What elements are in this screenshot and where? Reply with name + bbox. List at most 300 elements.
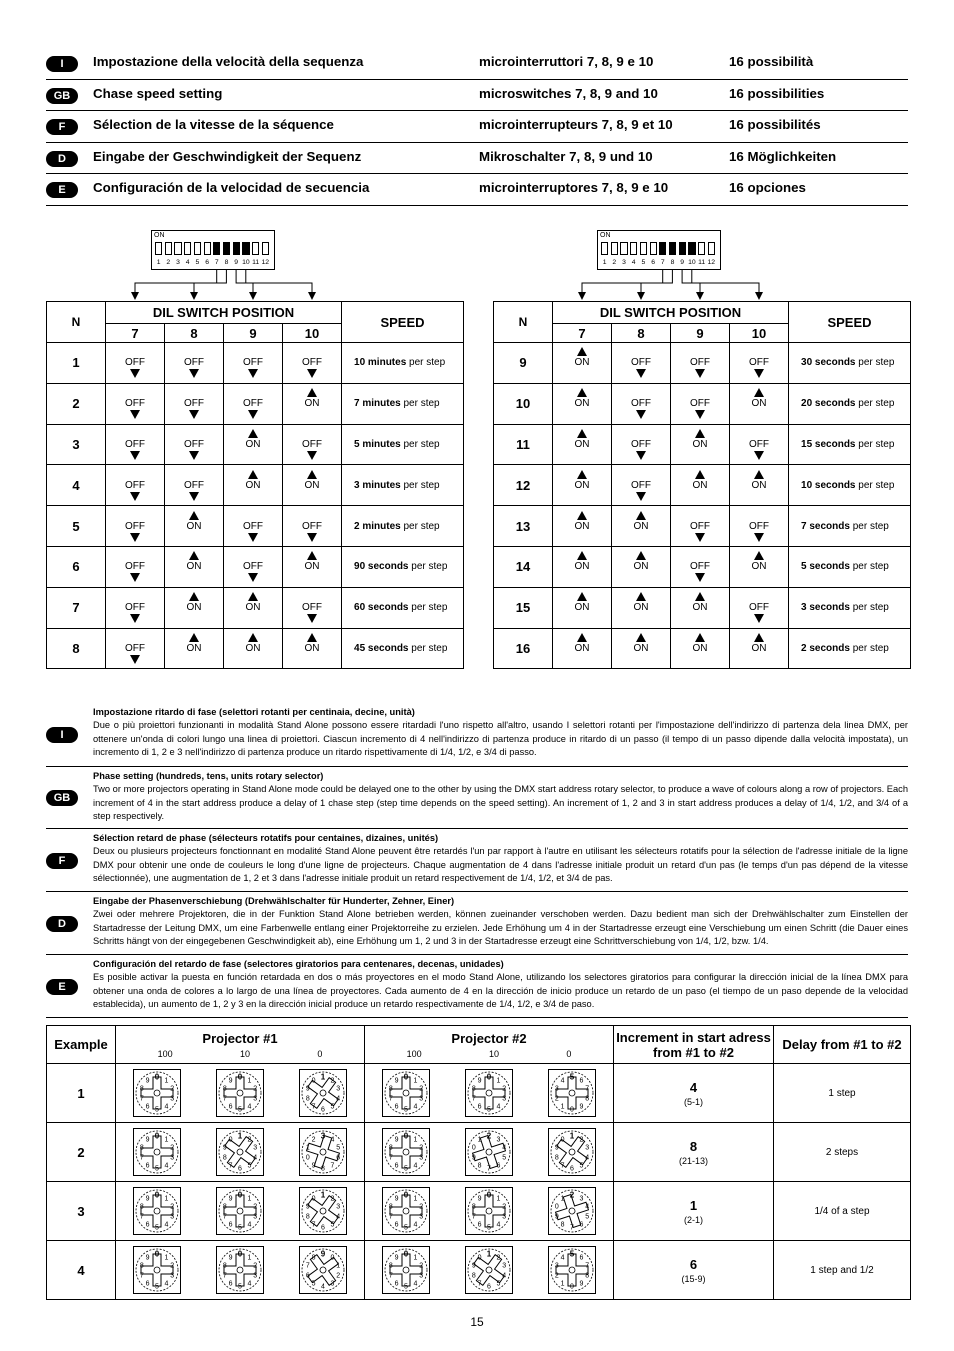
switch-state-cell (283, 628, 342, 669)
svg-text:1: 1 (305, 1144, 310, 1152)
switch-state-label: ON (751, 398, 767, 410)
svg-text:6: 6 (569, 1165, 574, 1173)
svg-text:5: 5 (247, 1162, 252, 1170)
increment-cell (614, 1241, 774, 1300)
speed-row-number: 12 (494, 465, 553, 506)
svg-text:1: 1 (413, 1254, 418, 1262)
speed-row (47, 424, 464, 465)
svg-text:6: 6 (305, 1272, 310, 1280)
switch-state-cell (283, 465, 342, 506)
svg-text:1: 1 (247, 1195, 252, 1203)
svg-text:5: 5 (404, 1224, 409, 1232)
svg-text:7: 7 (471, 1213, 476, 1221)
svg-text:6: 6 (394, 1221, 399, 1229)
svg-text:7: 7 (140, 1154, 145, 1162)
speed-unit: per step (849, 561, 889, 573)
projector2-header (365, 1026, 614, 1064)
svg-text:0: 0 (228, 1136, 233, 1144)
svg-text:6: 6 (145, 1280, 150, 1288)
digit-labels (365, 1049, 613, 1059)
speed-row-number: 7 (47, 587, 106, 628)
svg-text:6: 6 (496, 1162, 501, 1170)
svg-text:2: 2 (419, 1144, 424, 1152)
increment-calculation: (2-1) (683, 1214, 703, 1225)
speed-unit: per step (408, 561, 448, 573)
svg-text:6: 6 (477, 1221, 482, 1229)
svg-text:0: 0 (477, 1254, 482, 1262)
svg-text:5: 5 (155, 1283, 160, 1291)
dip-switch-number: 8 (224, 259, 229, 266)
svg-text:1: 1 (560, 1103, 565, 1111)
svg-text:9: 9 (579, 1280, 583, 1288)
phase-body: Zwei oder mehrere Projektoren, die in der Funktion Stand Alone betrieben werden, können zueinander verschoben werden. Dazu bedient man sich der Drehwählschalter zum Einstellen der Startadresse der Leitung DMX, um eine Farbenwelle entlang einer Projektorreihe zu erzielen. Jede Erhöhung um 4 in der Startadresse erzeugt eine Verschiebung um einen Schritt (die Dauer eines Schritts hängt von der eingegebenen Geschwindigkeit ab), eine Erhöhung um 1, 2 und 3 in der Startadresse erzeugt eine Schrittverschiebung von 1/4, 1/2, bzw. 1/4. (93, 909, 908, 947)
svg-text:7: 7 (471, 1095, 476, 1103)
switch-state-label: OFF (125, 479, 145, 491)
svg-text:8: 8 (584, 1095, 589, 1103)
rotary-selector-icon (382, 1187, 430, 1235)
svg-text:0: 0 (237, 1072, 243, 1082)
svg-text:8: 8 (560, 1221, 565, 1229)
header-title: Chase speed setting (93, 85, 223, 101)
switch-state-label: OFF (302, 602, 322, 614)
svg-text:2: 2 (569, 1190, 574, 1200)
speed-value-cell (789, 506, 911, 547)
speed-value: 7 seconds (801, 520, 850, 532)
svg-text:9: 9 (228, 1077, 233, 1085)
dip-switch-number: 5 (195, 259, 200, 266)
rotary-selector-icon (216, 1069, 264, 1117)
svg-text:5: 5 (579, 1162, 583, 1170)
switch-state-label: OFF (184, 479, 204, 491)
speed-unit: per step (855, 398, 895, 410)
switch-col-header: 8 (165, 324, 224, 343)
switch-state-cell (165, 424, 224, 465)
speed-unit: per step (849, 642, 889, 654)
svg-text:5: 5 (330, 1221, 334, 1229)
switch-state-label: ON (574, 561, 590, 573)
switch-state-label: ON (574, 438, 590, 450)
dip-on-label: ON (154, 232, 165, 239)
language-badge: I (46, 727, 78, 743)
svg-text:4: 4 (247, 1221, 252, 1229)
dip-switch-number: 12 (707, 259, 716, 266)
svg-text:4: 4 (164, 1280, 169, 1288)
delay-value: 2 steps (774, 1123, 911, 1182)
phase-body: Two or more projectors operating in Stand Alone mode could be delayed one to the other by using the DMX start address rotary selector, to produce a wave of colours along a row of projectors. Each increment of 4 in the start address produce a delay of 1 chase step (step time depends on the speed setting). An increment of 1, 2 and 3 in start address produces a delay of 1/4, 1/2, and 3/4 of a step respectively. (93, 784, 908, 822)
svg-text:1: 1 (486, 1249, 492, 1259)
svg-text:4: 4 (253, 1154, 258, 1162)
connector-arrowhead (637, 292, 645, 300)
svg-text:2: 2 (170, 1144, 175, 1152)
speed-unit: per step (400, 479, 440, 491)
speed-row-number: 8 (47, 628, 106, 669)
example-number: 3 (47, 1182, 116, 1241)
switch-col-header: 7 (106, 324, 165, 343)
svg-text:2: 2 (170, 1203, 175, 1211)
svg-text:8: 8 (140, 1262, 145, 1270)
switch-state-cell (106, 587, 165, 628)
svg-text:8: 8 (477, 1162, 482, 1170)
switch-state-label: ON (751, 642, 767, 654)
knob-group (116, 1069, 364, 1117)
svg-text:3: 3 (253, 1213, 258, 1221)
switch-state-label: OFF (690, 357, 710, 369)
speed-row (494, 587, 911, 628)
svg-text:7: 7 (140, 1095, 145, 1103)
svg-text:3: 3 (419, 1272, 424, 1280)
svg-text:6: 6 (145, 1103, 150, 1111)
speed-value-cell (342, 587, 464, 628)
speed-value-cell (789, 343, 911, 384)
svg-text:8: 8 (389, 1144, 394, 1152)
svg-text:3: 3 (579, 1195, 583, 1203)
on-arrow-icon (307, 388, 317, 397)
header-title: Configuración de la velocidad de secuencia (93, 180, 370, 196)
svg-text:6: 6 (145, 1162, 150, 1170)
svg-text:3: 3 (419, 1095, 424, 1103)
dip-switch-number: 1 (156, 259, 161, 266)
off-arrow-icon (130, 410, 140, 419)
dip-switch-number: 10 (242, 259, 250, 266)
svg-text:5: 5 (584, 1213, 589, 1221)
switch-state-label: OFF (125, 520, 145, 532)
language-badge: D (46, 151, 78, 167)
svg-text:4: 4 (560, 1077, 565, 1085)
knob-group (116, 1187, 364, 1235)
header-options: 16 possibilità (729, 54, 814, 69)
on-arrow-icon (695, 592, 705, 601)
speed-row (494, 424, 911, 465)
off-arrow-icon (189, 410, 199, 419)
n-header: N (47, 302, 106, 343)
switch-state-label: OFF (690, 398, 710, 410)
header-switches: microinterrupteurs 7, 8, 9 et 10 (479, 117, 673, 133)
header-switches: microinterruptores 7, 8, 9 e 10 (479, 180, 669, 196)
rotary-example-row (47, 1241, 911, 1300)
off-arrow-icon (189, 492, 199, 501)
rotary-selector-icon (133, 1246, 181, 1294)
svg-text:7: 7 (330, 1162, 334, 1170)
switch-state-label: ON (304, 642, 320, 654)
svg-text:9: 9 (228, 1254, 233, 1262)
switch-state-cell (612, 465, 671, 506)
speed-header: SPEED (789, 302, 911, 343)
svg-text:1: 1 (164, 1195, 169, 1203)
on-arrow-icon (754, 633, 764, 642)
digit-label: 0 (317, 1048, 323, 1059)
example-number: 1 (47, 1064, 116, 1123)
svg-text:8: 8 (222, 1154, 227, 1162)
off-arrow-icon (189, 451, 199, 460)
dip-switch-number: 7 (660, 259, 665, 266)
svg-text:0: 0 (560, 1136, 565, 1144)
projector-knobs-cell (365, 1064, 614, 1123)
svg-text:0: 0 (155, 1131, 160, 1141)
example-number: 2 (47, 1123, 116, 1182)
svg-text:3: 3 (170, 1213, 175, 1221)
svg-text:5: 5 (487, 1106, 491, 1114)
svg-text:9: 9 (145, 1136, 150, 1144)
delay-value: 1/4 of a step (774, 1182, 911, 1241)
off-arrow-icon (248, 410, 258, 419)
svg-text:0: 0 (554, 1203, 559, 1211)
switch-state-cell (283, 506, 342, 547)
speed-header-row (494, 302, 911, 324)
svg-text:5: 5 (155, 1224, 160, 1232)
switch-state-label: ON (692, 602, 708, 614)
svg-text:9: 9 (471, 1262, 476, 1270)
knob-group (365, 1069, 613, 1117)
switch-state-label: OFF (690, 520, 710, 532)
dil-switch-header: DIL SWITCH POSITION (553, 302, 789, 324)
header-title: Impostazione della velocità della sequenza (93, 54, 364, 69)
switch-state-cell (612, 546, 671, 587)
svg-text:9: 9 (394, 1254, 399, 1262)
switch-state-cell (283, 587, 342, 628)
dip-switch-number: 1 (602, 259, 607, 266)
speed-value-cell (789, 587, 911, 628)
increment-cell (614, 1182, 774, 1241)
svg-text:9: 9 (394, 1136, 399, 1144)
speed-value-cell (342, 424, 464, 465)
speed-value-cell (342, 343, 464, 384)
switch-state-cell (730, 383, 789, 424)
svg-text:6: 6 (238, 1165, 242, 1173)
svg-text:1: 1 (496, 1077, 501, 1085)
svg-text:9: 9 (579, 1103, 583, 1111)
connector-arrowhead (755, 292, 763, 300)
connector-line (582, 270, 663, 294)
svg-text:8: 8 (389, 1085, 394, 1093)
rotary-selector-icon (299, 1069, 347, 1117)
svg-text:9: 9 (477, 1195, 482, 1203)
switch-state-cell (671, 546, 730, 587)
svg-text:6: 6 (579, 1077, 583, 1085)
svg-text:1: 1 (247, 1077, 252, 1085)
rotary-selector-icon (548, 1069, 596, 1117)
speed-value: 10 minutes (354, 357, 407, 369)
svg-text:2: 2 (253, 1262, 258, 1270)
off-arrow-icon (248, 369, 258, 378)
speed-value: 60 seconds (354, 602, 409, 614)
switch-state-cell (224, 546, 283, 587)
svg-text:1: 1 (164, 1077, 169, 1085)
increment-header: Increment in start adress from #1 to #2 (614, 1026, 774, 1064)
svg-text:2: 2 (502, 1203, 507, 1211)
switch-state-cell (553, 424, 612, 465)
svg-text:8: 8 (471, 1272, 476, 1280)
dip-switch-number: 2 (612, 259, 617, 266)
svg-text:2: 2 (253, 1203, 258, 1211)
svg-text:4: 4 (320, 1283, 325, 1291)
svg-text:4: 4 (413, 1280, 418, 1288)
svg-text:7: 7 (222, 1213, 227, 1221)
speed-row-number: 15 (494, 587, 553, 628)
delay-header: Delay from #1 to #2 (774, 1026, 911, 1064)
projector-knobs-cell (116, 1123, 365, 1182)
svg-text:3: 3 (170, 1154, 175, 1162)
increment-calculation: (21-13) (678, 1155, 708, 1166)
off-arrow-icon (636, 492, 646, 501)
rotary-example-row (47, 1064, 911, 1123)
speed-value-cell (342, 383, 464, 424)
svg-text:5: 5 (487, 1224, 491, 1232)
delay-value: 1 step (774, 1064, 911, 1123)
speed-row (47, 343, 464, 384)
switch-state-label: ON (245, 438, 261, 450)
svg-text:5: 5 (335, 1144, 340, 1152)
svg-text:3: 3 (554, 1262, 559, 1270)
connector-line (692, 270, 759, 294)
rotary-selector-icon (299, 1128, 347, 1176)
svg-text:0: 0 (311, 1077, 316, 1085)
svg-text:8: 8 (305, 1213, 310, 1221)
switch-state-label: ON (245, 479, 261, 491)
dip-connector-arrows (0, 0, 954, 320)
speed-unit: per step (408, 642, 448, 654)
increment-cell (614, 1123, 774, 1182)
svg-text:7: 7 (222, 1095, 227, 1103)
switch-state-label: OFF (125, 357, 145, 369)
dip-switch-number: 3 (176, 259, 180, 266)
phase-title: Eingabe der Phasenverschiebung (Drehwählschalter für Hunderter, Zehner, Einer) (93, 896, 455, 906)
switch-state-cell (165, 383, 224, 424)
switch-state-cell (671, 506, 730, 547)
svg-text:7: 7 (584, 1262, 589, 1270)
off-arrow-icon (307, 451, 317, 460)
speed-row (494, 343, 911, 384)
on-arrow-icon (577, 470, 587, 479)
off-arrow-icon (636, 410, 646, 419)
svg-text:0: 0 (486, 1072, 492, 1082)
on-arrow-icon (754, 388, 764, 397)
svg-text:2: 2 (496, 1254, 501, 1262)
on-arrow-icon (636, 511, 646, 520)
speed-unit: per step (408, 602, 448, 614)
svg-text:1: 1 (560, 1280, 565, 1288)
svg-text:7: 7 (311, 1103, 316, 1111)
switch-state-cell (165, 465, 224, 506)
svg-text:9: 9 (394, 1195, 399, 1203)
dip-switch-number: 6 (651, 259, 655, 266)
svg-text:5: 5 (311, 1280, 316, 1288)
svg-text:1: 1 (164, 1254, 169, 1262)
on-arrow-icon (189, 511, 199, 520)
switch-col-header: 9 (671, 324, 730, 343)
svg-text:3: 3 (253, 1144, 258, 1152)
svg-text:2: 2 (311, 1136, 316, 1144)
svg-text:2: 2 (335, 1272, 340, 1280)
svg-text:5: 5 (238, 1106, 242, 1114)
switch-col-header: 10 (283, 324, 342, 343)
svg-text:8: 8 (140, 1085, 145, 1093)
off-arrow-icon (754, 451, 764, 460)
speed-row-number: 10 (494, 383, 553, 424)
on-arrow-icon (307, 633, 317, 642)
switch-state-cell (612, 587, 671, 628)
svg-text:5: 5 (155, 1165, 160, 1173)
dip-switch-number: 9 (234, 259, 239, 266)
svg-text:6: 6 (394, 1280, 399, 1288)
rotary-header-row (47, 1026, 911, 1064)
rotary-selector-icon (465, 1246, 513, 1294)
switch-state-cell (224, 343, 283, 384)
switch-state-cell (106, 424, 165, 465)
svg-text:0: 0 (471, 1144, 476, 1152)
language-badge: D (46, 916, 78, 932)
on-arrow-icon (636, 592, 646, 601)
switch-state-cell (671, 343, 730, 384)
phase-title: Impostazione ritardo di fase (selettori rotanti per centinaia, decine, unità) (93, 707, 415, 717)
dip-switch-number: 9 (680, 259, 685, 266)
phase-title: Phase setting (hundreds, tens, units rotary selector) (93, 771, 324, 781)
speed-table-left (46, 301, 464, 669)
svg-text:8: 8 (311, 1254, 316, 1262)
svg-text:6: 6 (228, 1103, 233, 1111)
svg-text:8: 8 (584, 1272, 589, 1280)
on-arrow-icon (577, 592, 587, 601)
switch-state-label: OFF (749, 520, 769, 532)
digit-label: 100 (406, 1048, 422, 1059)
switch-state-cell (224, 587, 283, 628)
svg-text:1: 1 (247, 1254, 252, 1262)
speed-value: 3 seconds (801, 602, 850, 614)
svg-text:9: 9 (477, 1077, 482, 1085)
dip-switch-number: 11 (698, 259, 706, 266)
switch-state-label: OFF (749, 357, 769, 369)
svg-text:9: 9 (145, 1254, 150, 1262)
svg-text:3: 3 (554, 1085, 559, 1093)
speed-row-number: 2 (47, 383, 106, 424)
rotary-selector-icon (382, 1128, 430, 1176)
svg-text:4: 4 (164, 1162, 169, 1170)
switch-state-label: OFF (125, 561, 145, 573)
speed-row-number: 9 (494, 343, 553, 384)
knob-group (116, 1128, 364, 1176)
speed-unit: per step (400, 438, 440, 450)
speed-value-cell (342, 628, 464, 669)
switch-state-cell (283, 383, 342, 424)
digit-label: 10 (240, 1048, 251, 1059)
switch-state-label: OFF (125, 398, 145, 410)
phase-title: Sélection retard de phase (sélecteurs rotatifs pour centaines, dizaines, unités) (93, 833, 439, 843)
svg-text:8: 8 (140, 1203, 145, 1211)
svg-text:9: 9 (305, 1085, 310, 1093)
example-header: Example (47, 1026, 116, 1064)
svg-text:6: 6 (394, 1162, 399, 1170)
speed-row-number: 4 (47, 465, 106, 506)
on-arrow-icon (189, 551, 199, 560)
speed-row-number: 13 (494, 506, 553, 547)
svg-text:6: 6 (228, 1280, 233, 1288)
on-arrow-icon (577, 633, 587, 642)
speed-value: 3 minutes (354, 479, 401, 491)
off-arrow-icon (130, 655, 140, 664)
svg-text:5: 5 (404, 1165, 409, 1173)
svg-text:8: 8 (222, 1085, 227, 1093)
off-arrow-icon (248, 533, 258, 542)
speed-unit: per step (855, 357, 895, 369)
phase-body: Deux ou plusieurs projecteurs fonctionnant en modalité Stand Alone peuvent être retardés l'un par rapport à l'autre en utilisant les sélecteurs rotatifs pour la sélection de l'adresse initiale de la ligne DMX pour obtenir une onde de couleurs le long d'une ligne de projecteurs. Chaque augmentation de 4 dans l'adresse initiale produit un retard d'un pas (le temps d'un pas dépend de la vitesse sélectionnée), une augmentation de 1, 2 et 3 dans l'adresse initiale produit un retard respectivement de 1/4, 1/2, et 3/4 de pas. (93, 846, 908, 884)
increment-value: 4 (689, 1079, 698, 1095)
svg-text:1: 1 (569, 1131, 574, 1141)
svg-text:3: 3 (584, 1144, 589, 1152)
digit-label: 10 (489, 1048, 500, 1059)
svg-text:2: 2 (330, 1077, 334, 1085)
off-arrow-icon (754, 369, 764, 378)
switch-state-cell (553, 587, 612, 628)
phase-body: Es posible activar la puesta en función retardada en dos o más proyectores en el modo Stand Alone, utilizando los selectores giratorios para configurar la dirección inicial de la línea DMX para obtener una onda de colores a lo largo de una línea de proyectores. Cada aumento de 4 en la dirección de inicio produce un retardo de un paso (el tiempo de un paso depende de la velocidad establecida), un aumento de 1, 2 y 3 en la dirección inicial produce un retardo respectivamente de 1/4, 1/2, e 3/4 de paso. (93, 972, 908, 1010)
